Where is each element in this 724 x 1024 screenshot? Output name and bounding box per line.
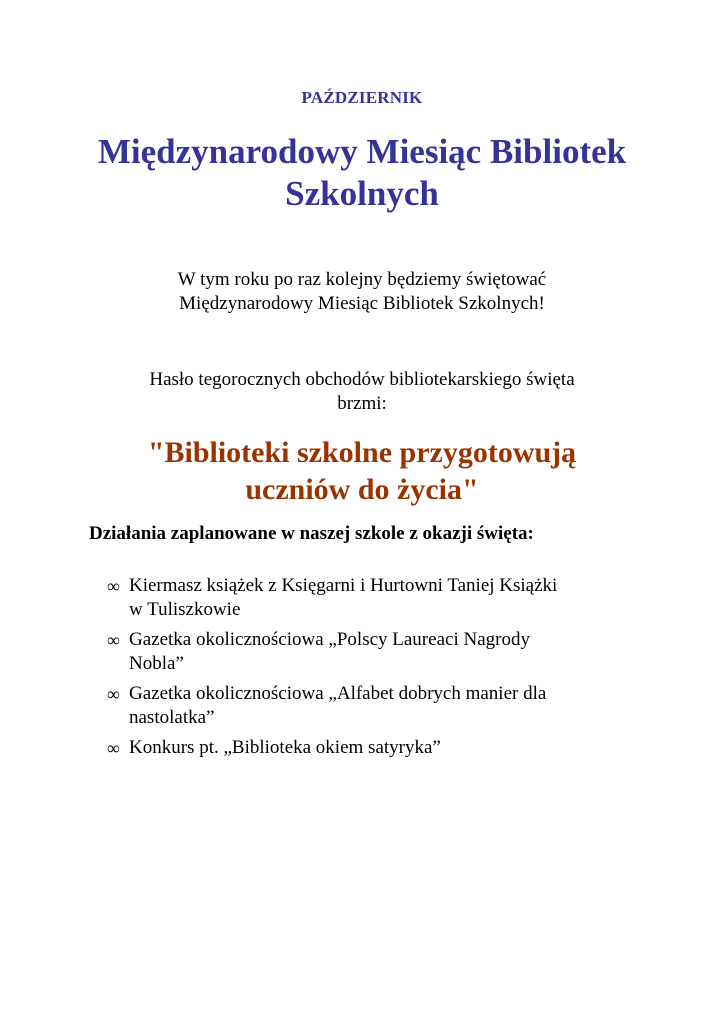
list-item — [107, 574, 647, 622]
list-item-line-1: Konkurs pt. „Biblioteka okiem satyryka” — [129, 737, 441, 758]
activities-heading: Działania zaplanowane w naszej szkole z okazji święta: — [89, 523, 534, 544]
page-title-line-2: Szkolnych — [285, 174, 439, 213]
infinity-bullet-icon: ∞ — [107, 684, 120, 704]
intro-line-1: W tym roku po raz kolejny będziemy świętować — [177, 269, 547, 290]
list-item-text — [129, 682, 647, 730]
page-title-line-1: Międzynarodowy Miesiąc Bibliotek — [97, 132, 627, 171]
intro-line-2: Międzynarodowy Miesiąc Bibliotek Szkolnych! — [179, 293, 545, 314]
motto-line-2: uczniów do życia" — [245, 473, 479, 506]
motto-intro-line-2: brzmi: — [337, 393, 387, 414]
activities-list — [107, 574, 647, 766]
page-title — [0, 131, 724, 215]
list-item-line-1: Gazetka okolicznościowa „Polscy Laureaci Nagrody — [129, 629, 530, 650]
motto-quote — [0, 434, 724, 508]
list-item-text — [129, 574, 647, 622]
list-item-line-2: Nobla” — [129, 653, 184, 674]
list-item-text — [129, 628, 647, 676]
list-item — [107, 628, 647, 676]
list-item-text — [129, 736, 647, 760]
motto-intro-paragraph — [0, 368, 724, 416]
motto-line-1: "Biblioteki szkolne przygotowują — [147, 436, 577, 469]
infinity-bullet-icon: ∞ — [107, 576, 120, 596]
list-item-line-1: Kiermasz książek z Księgarni i Hurtowni Taniej Książki — [129, 575, 558, 596]
list-item-line-2: w Tuliszkowie — [129, 599, 241, 620]
motto-intro-line-1: Hasło tegorocznych obchodów bibliotekarskiego święta — [149, 369, 575, 390]
infinity-bullet-icon: ∞ — [107, 738, 120, 758]
infinity-bullet-icon: ∞ — [107, 630, 120, 650]
list-item-line-2: nastolatka” — [129, 707, 215, 728]
list-item — [107, 682, 647, 730]
list-item-line-1: Gazetka okolicznościowa „Alfabet dobrych manier dla — [129, 683, 547, 704]
list-item — [107, 736, 647, 760]
month-heading: PAŹDZIERNIK — [301, 88, 423, 107]
intro-paragraph — [0, 268, 724, 316]
